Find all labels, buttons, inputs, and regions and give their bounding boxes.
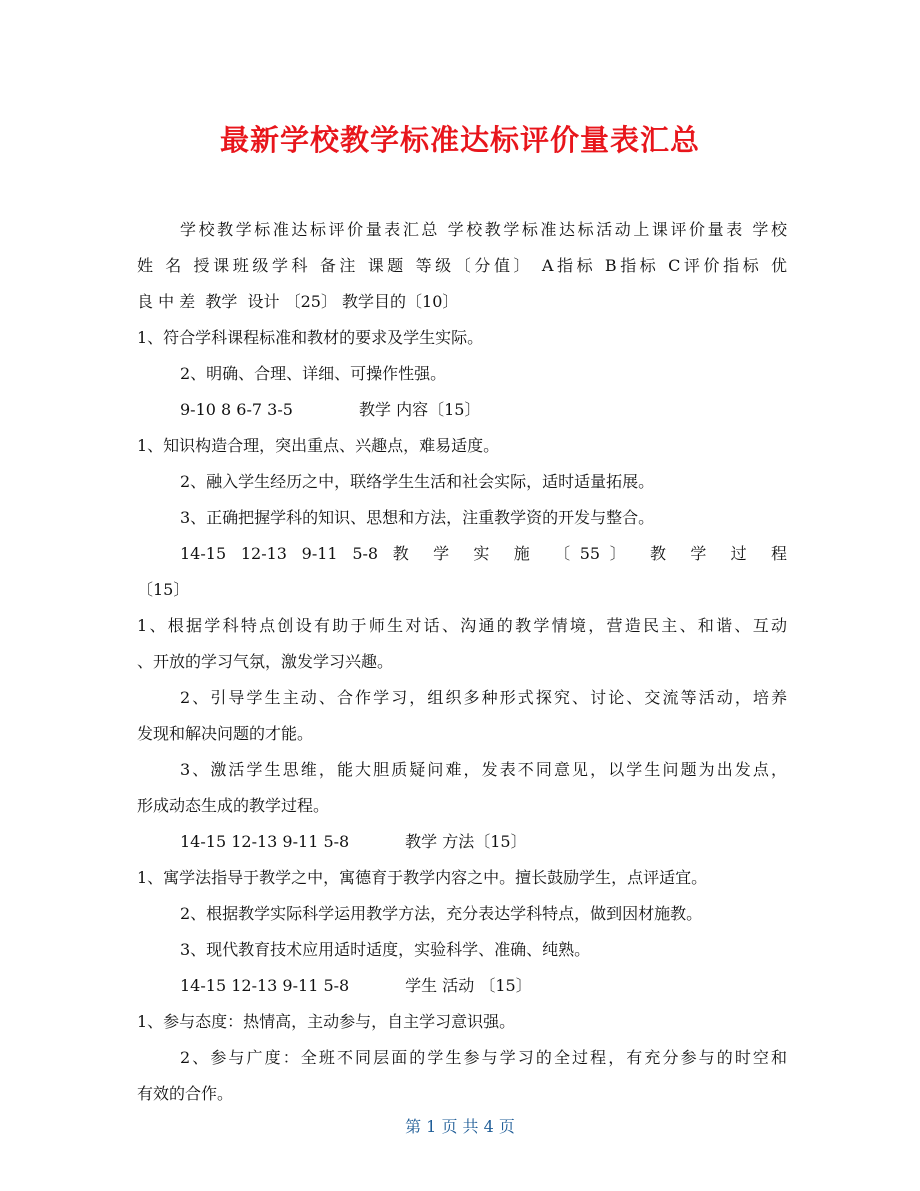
text-line: 2、引导学生主动、合作学习，组织多种形式探究、讨论、交流等活动，培养	[180, 688, 787, 707]
text-line: 、开放的学习气氛，激发学习兴趣。	[137, 652, 394, 671]
page-footer: 第 1 页 共 4 页	[405, 1117, 515, 1136]
text-line: 有效的合作。	[137, 1084, 234, 1103]
text-line: 3、激活学生思维，能大胆质疑问难，发表不同意见，以学生问题为出发点，	[180, 760, 787, 779]
text-line: 1、符合学科课程标准和教材的要求及学生实际。	[137, 328, 484, 347]
text-line: 学校教学标准达标评价量表汇总 学校教学标准达标活动上课评价量表 学校	[180, 220, 787, 239]
text-line: 1、参与态度：热情高，主动参与，自主学习意识强。	[137, 1012, 516, 1031]
text-line: 14-15 12-13 9-11 5-8 教 学 实 施 〔55〕 教 学 过 程	[180, 544, 787, 563]
text-line: 〔15〕	[137, 580, 190, 599]
text-line: 良 中 差 教学 设计 〔25〕 教学目的〔10〕	[137, 292, 459, 311]
text-line: 2、参与广度：全班不同层面的学生参与学习的全过程，有充分参与的时空和	[180, 1048, 787, 1067]
text-line: 2、明确、合理、详细、可操作性强。	[180, 364, 447, 383]
text-line: 2、融入学生经历之中，联络学生生活和社会实际，适时适量拓展。	[180, 472, 655, 491]
document-body	[137, 212, 787, 1112]
text-line: 1、知识构造合理，突出重点、兴趣点，难易适度。	[137, 436, 500, 455]
text-line: 姓 名 授课班级学科 备注 课题 等级〔分值〕 A指标 B指标 C评价指标 优	[137, 256, 787, 275]
text-line: 14-15 12-13 9-11 5-8 教学 方法〔15〕	[180, 832, 527, 851]
text-line: 2、根据教学实际科学运用教学方法，充分表达学科特点，做到因材施教。	[180, 904, 703, 923]
text-line: 形成动态生成的教学过程。	[137, 796, 330, 815]
document-title: 最新学校教学标准达标评价量表汇总	[219, 123, 700, 157]
text-line: 1、寓学法指导于教学之中，寓德育于教学内容之中。擅长鼓励学生，点评适宜。	[137, 868, 708, 887]
text-line: 3、现代教育技术应用适时适度，实验科学、准确、纯熟。	[180, 940, 591, 959]
text-line: 1、根据学科特点创设有助于师生对话、沟通的教学情境，营造民主、和谐、互动	[137, 616, 787, 635]
text-line: 发现和解决问题的才能。	[137, 724, 314, 743]
text-line: 14-15 12-13 9-11 5-8 学生 活动 〔15〕	[180, 976, 532, 995]
text-line: 3、正确把握学科的知识、思想和方法，注重教学资的开发与整合。	[180, 508, 655, 527]
text-line: 9-10 8 6-7 3-5 教学 内容〔15〕	[180, 400, 481, 419]
